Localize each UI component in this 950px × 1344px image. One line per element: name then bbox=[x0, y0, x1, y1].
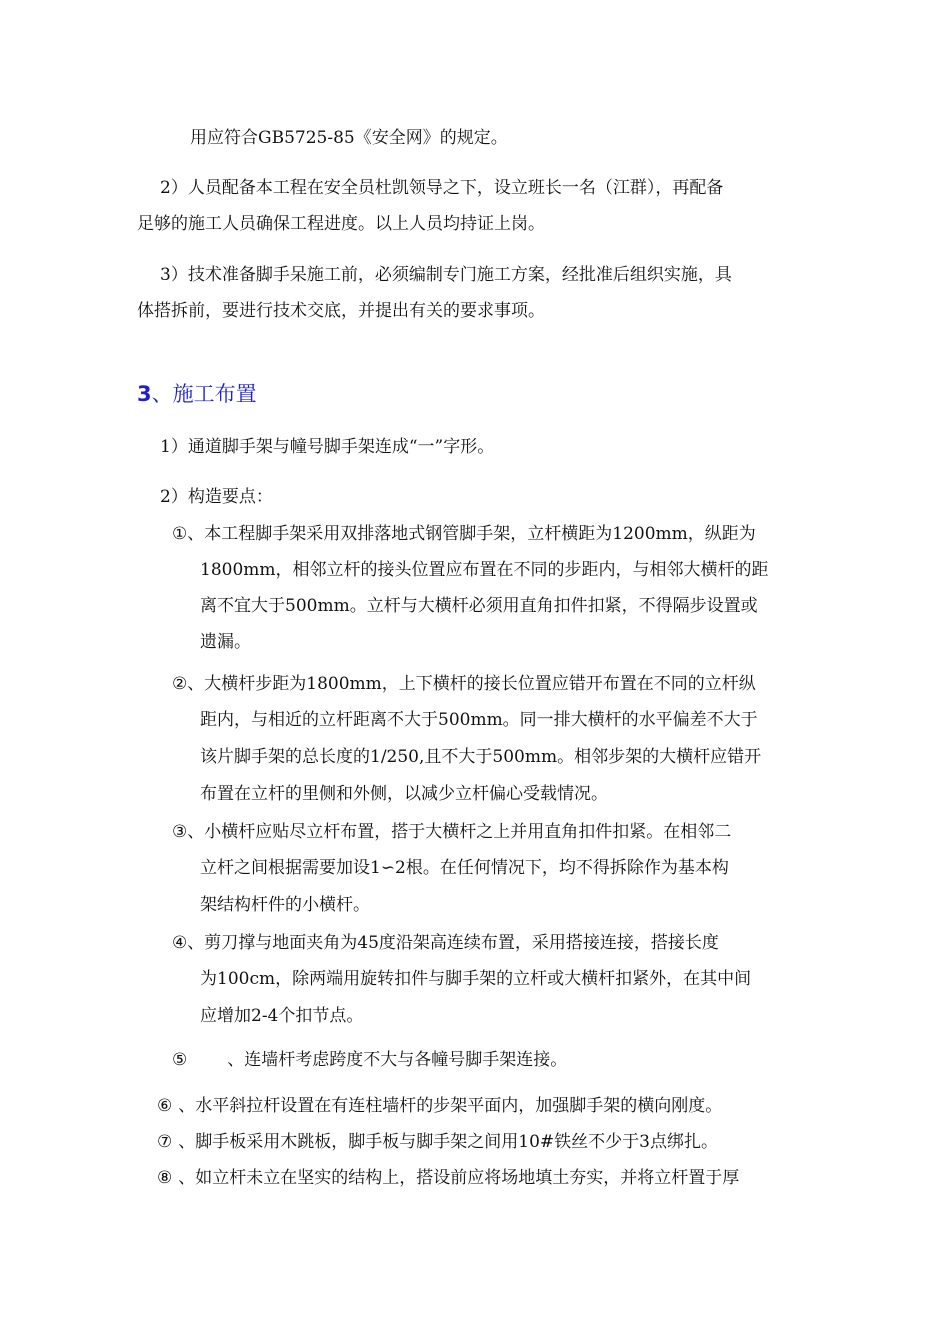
list-item-7 bbox=[157, 1130, 718, 1154]
list-item-8 bbox=[157, 1166, 739, 1190]
list-item-4-line-2: 为100cm，除两端用旋转扣件与脚手架的立杆或大横杆扣紧外，在其中间 bbox=[200, 969, 752, 989]
list-item-3-line-2: 立杆之间根据需要加设1∽2根。在任何情况下，均不得拆除作为基本构 bbox=[200, 858, 729, 878]
staff-line-2: 足够的施工人员确保工程进度。以上人员均持证上岗。 bbox=[137, 214, 545, 234]
list-item-1-line-2: 1800mm，相邻立杆的接头位置应布置在不同的步距内，与相邻大横杆的距 bbox=[200, 560, 769, 580]
list-item-2-line-3: 该片脚手架的总长度的1/250,且不大于500mm。相邻步架的大横杆应错开 bbox=[200, 747, 762, 767]
paragraph-2: 2）构造要点： bbox=[160, 487, 273, 507]
item-8-text: 、如立杆未立在坚实的结构上，搭设前应将场地填土夯实，并将立杆置于厚 bbox=[178, 1168, 740, 1188]
paragraph-1: 1）通道脚手架与幢号脚手架连成“一”字形。 bbox=[160, 437, 495, 457]
tech-line-1: 3）技术准备脚手呆施工前，必须编制专门施工方案，经批准后组织实施，具 bbox=[160, 265, 732, 285]
item-marker-8: ⑧ bbox=[157, 1168, 173, 1188]
list-item-1-line-3: 离不宜大于500mm。立杆与大横杆必须用直角扣件扣紧，不得隔步设置或 bbox=[200, 596, 758, 616]
item-marker-7: ⑦ bbox=[157, 1132, 173, 1152]
tech-line-2: 体搭拆前，要进行技术交底，并提出有关的要求事项。 bbox=[137, 301, 545, 321]
intro-line: 用应符合GB5725-85《安全网》的规定。 bbox=[190, 128, 508, 148]
list-item-5 bbox=[172, 1048, 567, 1072]
list-item-2-line-2: 距内，与相近的立杆距离不大于500mm。同一排大横杆的水平偏差不大于 bbox=[200, 710, 758, 730]
item-6-text: 、水平斜拉杆设置在有连柱墙杆的步架平面内，加强脚手架的横向刚度。 bbox=[178, 1096, 723, 1116]
list-item-1-line-1 bbox=[172, 522, 756, 546]
item-5-text: 、连墙杆考虑跨度不大与各幢号脚手架连接。 bbox=[227, 1050, 568, 1070]
item-4-text: 、剪刀撑与地面夹角为45度沿架高连续布置，采用搭接连接，搭接长度 bbox=[187, 933, 719, 953]
item-marker-1: ① bbox=[172, 524, 188, 544]
list-item-6 bbox=[157, 1094, 722, 1118]
list-item-2-line-4: 布置在立杆的里侧和外侧，以减少立杆偏心受载情况。 bbox=[200, 784, 608, 804]
item-2-text: 、大横杆步距为1800mm，上下横杆的接长位置应错开布置在不同的立杆纵 bbox=[187, 674, 756, 694]
item-marker-5: ⑤ bbox=[172, 1050, 188, 1070]
item-7-text: 、脚手板采用木跳板，脚手板与脚手架之间用10#铁丝不少于3点绑扎。 bbox=[178, 1132, 718, 1152]
section-title: 、施工布置 bbox=[151, 382, 257, 406]
item-marker-4: ④ bbox=[172, 933, 188, 953]
list-item-4-line-3: 应增加2-4个扣节点。 bbox=[200, 1006, 364, 1026]
item-3-text: 、小横杆应贴尽立杆布置，搭于大横杆之上并用直角扣件扣紧。在相邻二 bbox=[187, 822, 732, 842]
list-item-3-line-3: 架结构杆件的小横杆。 bbox=[200, 895, 370, 915]
list-item-4-line-1 bbox=[172, 931, 719, 955]
item-marker-3: ③ bbox=[172, 822, 188, 842]
item-marker-6: ⑥ bbox=[157, 1096, 173, 1116]
section-number: 3 bbox=[137, 382, 152, 406]
item-marker-2: ② bbox=[172, 674, 188, 694]
section-heading bbox=[137, 380, 257, 408]
list-item-3-line-1 bbox=[172, 820, 731, 844]
list-item-2-line-1 bbox=[172, 672, 756, 696]
item-1-text: 、本工程脚手架采用双排落地式钢管脚手架，立杆横距为1200mm，纵距为 bbox=[187, 524, 756, 544]
list-item-1-line-4: 遗漏。 bbox=[200, 632, 251, 652]
staff-line-1: 2）人员配备本工程在安全员杜凯领导之下，设立班长一名（江群），再配备 bbox=[160, 178, 724, 198]
